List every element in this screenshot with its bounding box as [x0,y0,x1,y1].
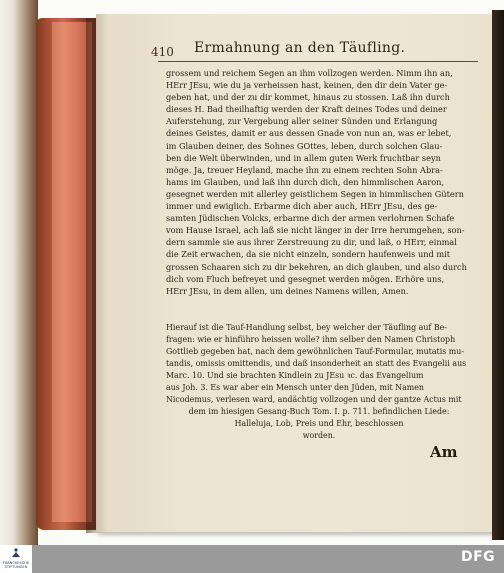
catchword: Am [430,443,458,461]
text-line: dieses H. Bad theilhaftig werden der Kraft deines Todes und deiner [166,104,447,115]
text-line: fragen: wie er hinführo heissen wolle? ihm selber den Namen Christoph [166,335,456,344]
text-line: die Zeit erwachen, da sie nicht einzeln, sondern haufenweis und mit [166,249,451,260]
logo-text: FRANCKESCHE STIFTUNGEN [2,561,30,569]
institution-emblem-icon [11,548,21,558]
text-line: hams im Glauben, und laß ihn durch dich, den himmlischen Aaron, [166,176,445,187]
text-line: gesegnet werden mit allerley geistlichem Segen in himmlischen Gütern [166,188,464,199]
text-line: möge. Ja, treuer Heyland, mache ihn zu einem rechten Sohn Abra- [166,164,443,175]
book-edge [0,0,38,545]
text-line: geben hat, und der zu dir kommet, hinaus zu stossen. Laß ihn durch [166,92,450,103]
viewer-footer-bar [0,545,504,573]
text-line: HErr JEsu, wie du ja verheissen hast, keinen, den dir dein Vater ge- [166,80,448,91]
baptism-paragraph [166,322,472,442]
text-line: deines Geistes, damit er aus dessen Gnade von nun an, was er lebet, [166,128,452,139]
text-line: immer und ewiglich. Erbarme dich aber auch, HErr JEsu, des ge- [166,201,438,212]
text-line: grossen Schaaren sich zu dir bekehren, an dich glauben, und also durch [166,261,467,272]
running-header: Ermahnung an den Täufling. [194,40,406,56]
text-line: dich vom Fluch befreyet und gesegnet werden mögen. Erhöre uns, [166,273,445,284]
text-line: im Glauben deiner, des Sohnes GOttes, leben, durch solchen Glau- [166,140,443,151]
text-line: Gottlieb gegeben hat, nach dem gewöhnlichen Tauf-Formular, mutatis mu- [166,347,465,356]
text-line: Marc. 10. Und sie brachten Kindlein zu JEsu ꝛc. das Evangelium [166,371,424,380]
text-line: tandis, omissis omittendis, und daß insonderheit an statt des Evangelii aus [166,359,467,368]
text-line: ben die Welt überwinden, und in allem guten Werk fruchtbar seyn [166,152,441,163]
text-line: aus Joh. 3. Es war aber ein Mensch unter den Jüden, mit Namen [166,383,425,392]
text-line: HErr JEsu, in dem allen, um deines Namens willen, Amen. [166,285,409,296]
prayer-paragraph [166,67,472,297]
page-number: 410 [151,45,174,59]
text-line: Halleluja, Lob, Preis und Ehr, beschlossen [234,419,404,428]
text-line: vom Hause Israel, ach laß sie nicht länger in der Irre herumgehen, son- [166,225,465,236]
franckesche-stiftungen-logo[interactable] [0,545,32,573]
text-line: Hierauf ist die Tauf-Handlung selbst, bey welcher der Täufling auf Be- [166,323,447,332]
dfg-logo[interactable]: DFG [461,549,496,565]
text-line: dem im hiesigen Gesang-Buch Tom. I. p. 711. befindlichen Liede: [188,407,450,416]
text-line: Nicodemus, verlesen ward, andächtig vollzogen und der gantze Actus mit [166,395,462,404]
right-cover-edge [492,10,504,540]
text-line: grossem und reichem Segen an ihm vollzogen werden. Nimm ihn an, [166,68,453,78]
text-line: samten Jüdischen Volcks, erbarme dich der armen verlohrnen Schafe [166,213,455,224]
text-line: worden. [302,431,336,440]
text-line: dern sammle sie aus ihrer Zerstreuung zu dir, und laß, o HErr, einmal [166,237,457,248]
header-rule [158,61,478,62]
text-line: Auferstehung, zur Vergebung aller seiner Sünden und Erlangung [166,116,438,127]
